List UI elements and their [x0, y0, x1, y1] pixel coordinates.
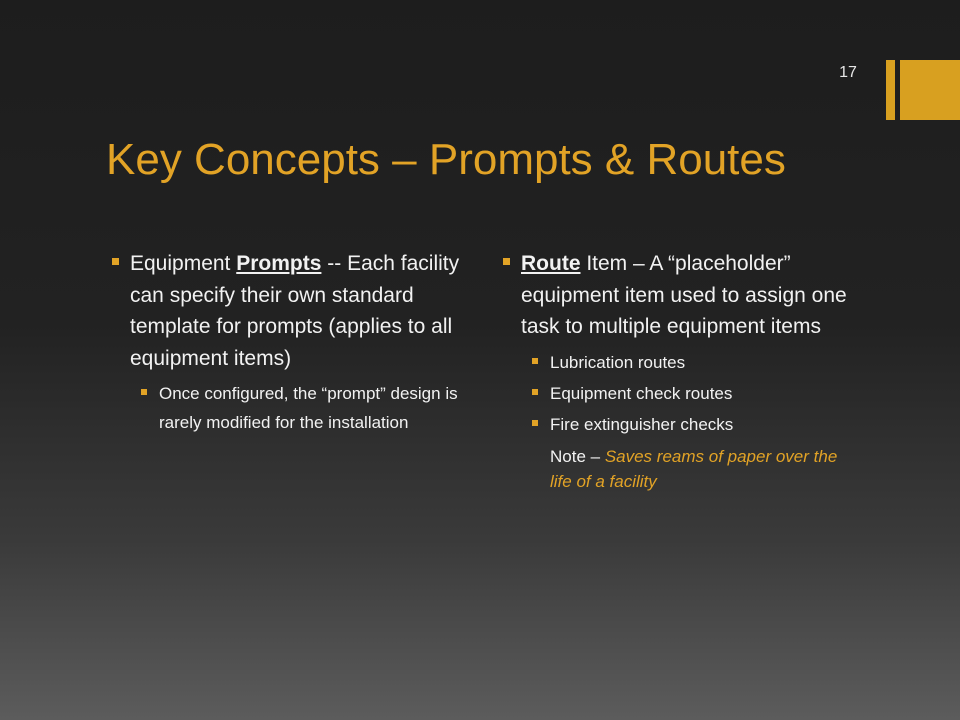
note-prefix: Note – [550, 446, 605, 466]
route-bullet-text: Item – A “placeholder” equipment item used to assign one task to multiple equipment items [521, 252, 847, 338]
route-note [550, 444, 863, 494]
note-emphasis: Saves reams of paper over the life of a facility [550, 446, 838, 491]
slide-number: 17 [839, 64, 857, 81]
route-keyword: Route [521, 252, 581, 275]
prompts-bullet-prefix: Equipment [130, 252, 237, 275]
route-sub-bullet-fire-extinguisher: Fire extinguisher checks [532, 413, 863, 436]
route-sub-bullet-lubrication: Lubrication routes [532, 351, 863, 374]
route-sub-bullet-equipment-check: Equipment check routes [532, 382, 863, 405]
accent-bar-thick [900, 60, 960, 120]
slide-title: Key Concepts – Prompts & Routes [106, 135, 786, 184]
right-column [503, 248, 863, 494]
left-column [112, 248, 462, 437]
prompts-bullet [112, 248, 462, 374]
prompts-bullet-text: -- Each facility can specify their own standard template for prompts (applies to all equipment items) [130, 252, 460, 370]
accent-bar-thin [886, 60, 895, 120]
prompts-keyword: Prompts [236, 252, 322, 275]
route-bullet [503, 248, 863, 343]
prompts-sub-bullet: Once configured, the “prompt” design is rarely modified for the installation [141, 380, 462, 437]
